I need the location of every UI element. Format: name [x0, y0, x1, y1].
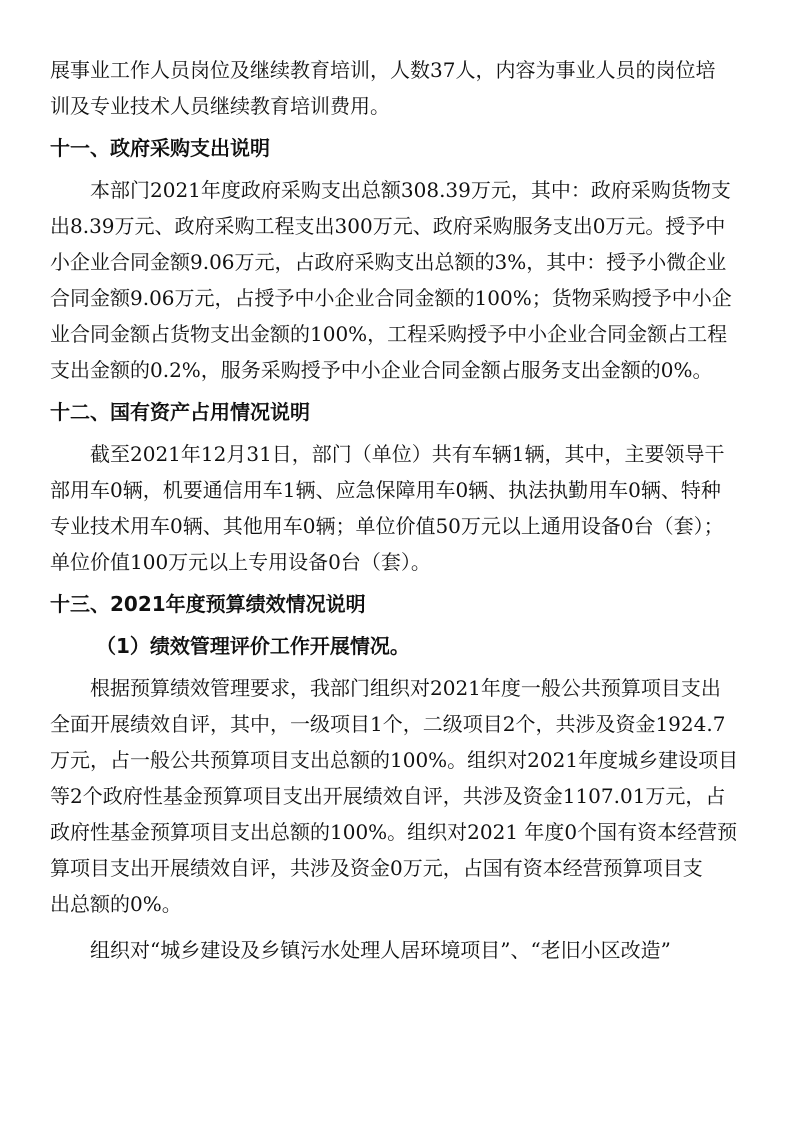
subsection-heading: （1）绩效管理评价工作开展情况。: [96, 634, 410, 658]
text-line: 万元，占一般公共预算项目支出总额的100%。组织对2021年度城乡建设项目: [50, 748, 739, 772]
document-page: [50, 52, 758, 968]
section-heading-13: 十三、2021年度预算绩效情况说明: [50, 592, 366, 616]
procurement-paragraph: [50, 172, 758, 388]
text-line: 出总额的0%。: [50, 892, 182, 916]
text-line: 业合同金额占货物支出金额的100%，工程采购授予中小企业合同金额占工程: [50, 322, 728, 346]
assets-paragraph: [50, 436, 758, 580]
text-line: 全面开展绩效自评，其中，一级项目1个，二级项目2个，共涉及资金1924.7: [50, 712, 726, 736]
text-line: 出8.39万元、政府采购工程支出300万元、政府采购服务支出0万元。授予中: [50, 214, 726, 238]
text-line: 部用车0辆，机要通信用车1辆、应急保障用车0辆、执法执勤用车0辆、特种: [50, 478, 721, 502]
text-line: 根据预算绩效管理要求，我部门组织对2021年度一般公共预算项目支出: [90, 676, 721, 700]
text-line: 合同金额9.06万元，占授予中小企业合同金额的100%；货物采购授予中小企: [50, 286, 732, 310]
text-line: 展事业工作人员岗位及继续教育培训，人数37人，内容为事业人员的岗位培: [50, 58, 716, 82]
text-line: 小企业合同金额9.06万元，占政府采购支出总额的3%，其中：授予小微企业: [50, 250, 727, 274]
text-line: 截至2021年12月31日，部门（单位）共有车辆1辆，其中，主要领导干: [90, 442, 725, 466]
text-line: 专业技术用车0辆、其他用车0辆；单位价值50万元以上通用设备0台（套）；: [50, 514, 724, 538]
text-line: 等2个政府性基金预算项目支出开展绩效自评，共涉及资金1107.01万元，占: [50, 784, 726, 808]
text-line: 本部门2021年度政府采购支出总额308.39万元，其中：政府采购货物支: [90, 178, 731, 202]
text-line: 政府性基金预算项目支出总额的100%。组织对2021 年度0个国有资本经营预: [50, 820, 738, 844]
section-heading-11: 十一、政府采购支出说明: [50, 136, 270, 160]
text-line: 单位价值100万元以上专用设备0台（套）。: [50, 550, 431, 574]
section-heading-12: 十二、国有资产占用情况说明: [50, 400, 310, 424]
intro-paragraph: [50, 52, 758, 124]
text-line: 训及专业技术人员继续教育培训费用。: [50, 94, 390, 118]
evaluation-paragraph: [50, 932, 758, 968]
text-line: 组织对“城乡建设及乡镇污水处理人居环境项目”、“老旧小区改造”: [90, 938, 671, 962]
text-line: 算项目支出开展绩效自评，共涉及资金0万元，占国有资本经营预算项目支: [50, 856, 703, 880]
text-line: 支出金额的0.2%，服务采购授予中小企业合同金额占服务支出金额的0%。: [50, 358, 713, 382]
performance-paragraph: [50, 670, 758, 922]
